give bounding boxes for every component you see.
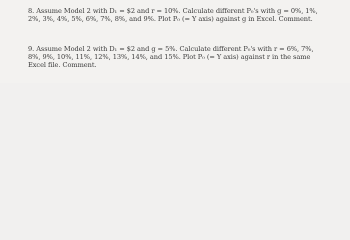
problem-8-line-1 [28, 7, 328, 15]
problem-9-line-1 [28, 45, 328, 53]
problem-9-number: 9. [28, 45, 35, 53]
problem-8-line-2: 2%, 3%, 4%, 5%, 6%, 7%, 8%, and 9%. Plot P₀ (= Y axis) against g in Excel. Comment. [28, 15, 313, 23]
problem-9-line-2: 8%, 9%, 10%, 11%, 12%, 13%, 14%, and 15%. Plot P₀ (= Y axis) against r in the same [28, 53, 311, 61]
document-page [0, 0, 350, 83]
problem-8-number: 8. [28, 7, 35, 15]
problem-8-text-1: Assume Model 2 with D₁ = $2 and r = 10%. Calculate different P₀'s with g = 0%, 1%, [36, 7, 318, 15]
problem-9-line-3: Excel file. Comment. [28, 61, 97, 69]
problem-9 [28, 45, 328, 69]
problem-8 [28, 7, 328, 23]
problem-9-text-1: Assume Model 2 with D₁ = $2 and g = 5%. Calculate different P₀'s with r = 6%, 7%, [36, 45, 314, 53]
